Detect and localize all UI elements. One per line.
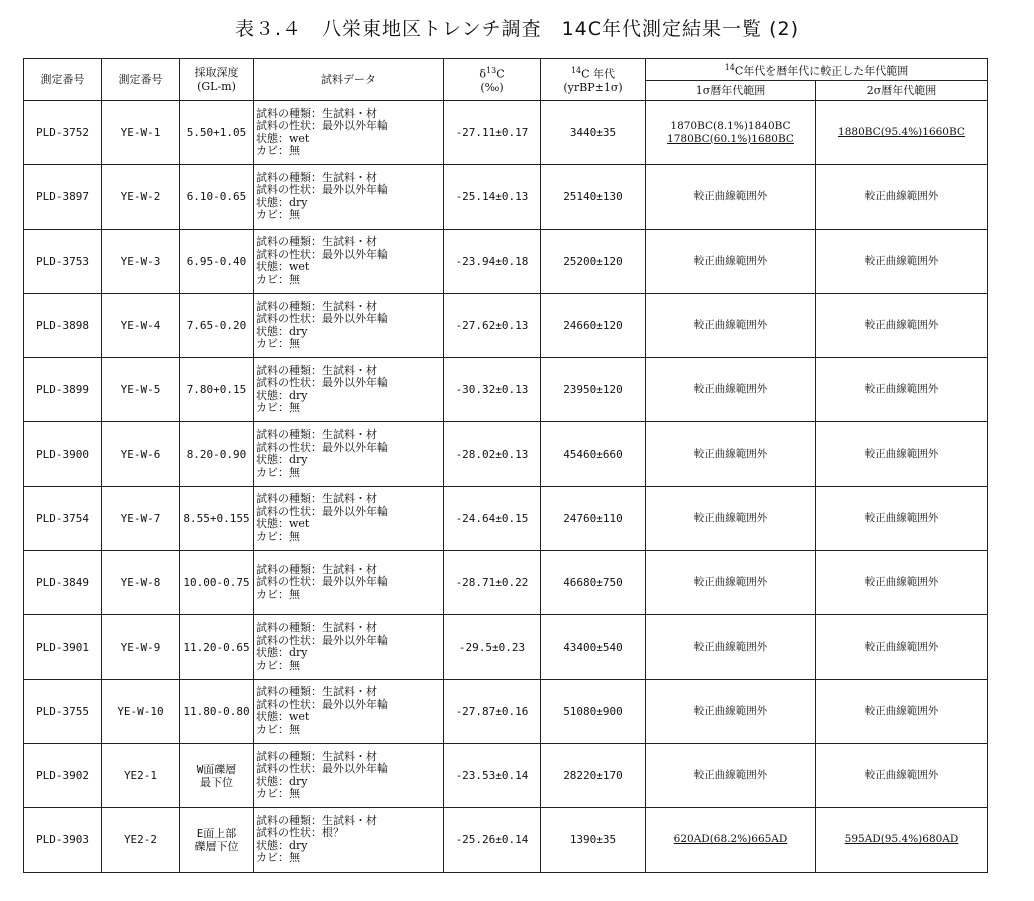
sigma1-range-cell (646, 358, 816, 422)
sigma1-range-line1: 較正曲線範囲外 (693, 447, 768, 460)
depth-value: 7.80+0.15 (186, 383, 247, 397)
lab-number-cell: PLD-3752 (24, 101, 102, 165)
lab-number-cell: PLD-3753 (24, 229, 102, 293)
sample-data-cell (254, 422, 444, 486)
sample-number-cell: YE-W-8 (102, 551, 180, 615)
sample-data-cell (254, 486, 444, 550)
sample-mold: カビ：無 (256, 272, 300, 286)
sigma2-range: 1880BC(95.4%)1660BC (838, 126, 965, 139)
depth-cell (180, 486, 254, 550)
sigma2-range-cell (816, 101, 988, 165)
sigma1-range-line2: 1780BC(60.1%)1680BC (667, 132, 794, 145)
header-calibration (646, 59, 988, 81)
sigma2-range: 較正曲線範囲外 (864, 704, 939, 717)
sample-nature: 試料の性状：最外以外年輪 (256, 633, 388, 647)
sample-mold: カビ：無 (256, 337, 300, 351)
sample-number-cell: YE-W-4 (102, 293, 180, 357)
lab-number-cell: PLD-3897 (24, 165, 102, 229)
sigma2-range: 較正曲線範囲外 (864, 383, 939, 396)
age-cell: 3440±35 (541, 101, 646, 165)
age-cell: 24760±110 (541, 486, 646, 550)
sample-state: 状態：dry (256, 774, 308, 788)
sample-kind: 試料の種類：生試料・材 (256, 363, 377, 377)
sigma1-range-cell (646, 229, 816, 293)
sigma1-range-cell (646, 101, 816, 165)
sample-state: 状態：dry (256, 838, 308, 852)
sample-kind: 試料の種類：生試料・材 (256, 813, 377, 827)
sample-data-cell (254, 358, 444, 422)
lab-number-cell: PLD-3899 (24, 358, 102, 422)
sample-number-cell: YE-W-10 (102, 679, 180, 743)
depth-cell (180, 229, 254, 293)
sample-kind: 試料の種類：生試料・材 (256, 749, 377, 763)
sigma2-range: 較正曲線範囲外 (864, 190, 939, 203)
table-title: 表３.４ 八栄東地区トレンチ調査 14C年代測定結果一覧 (2) (235, 18, 799, 40)
depth-cell (180, 358, 254, 422)
sample-number-cell: YE2-1 (102, 743, 180, 807)
sample-mold: カビ：無 (256, 658, 300, 672)
sample-mold: カビ：無 (256, 144, 300, 158)
sigma2-range: 較正曲線範囲外 (864, 447, 939, 460)
header-depth-line1: 採取深度 (194, 65, 239, 79)
depth-cell (180, 165, 254, 229)
age-cell: 25200±120 (541, 229, 646, 293)
sample-nature: 試料の性状：最外以外年輪 (256, 440, 388, 454)
header-lab-no: 測定番号 (24, 59, 102, 101)
sample-data-cell (254, 229, 444, 293)
sigma2-range-cell (816, 486, 988, 550)
sample-kind: 試料の種類：生試料・材 (256, 299, 377, 313)
sample-nature: 試料の性状：根？ (256, 826, 344, 840)
lab-number-cell: PLD-3898 (24, 293, 102, 357)
sample-kind: 試料の種類：生試料・材 (256, 428, 377, 442)
header-age-post: C 年代 (581, 67, 616, 81)
sample-number-cell: YE-W-9 (102, 615, 180, 679)
header-d13c-post: C (496, 67, 505, 81)
d13c-cell: -24.64±0.15 (444, 486, 541, 550)
sample-kind: 試料の種類：生試料・材 (256, 562, 377, 576)
sigma2-range: 較正曲線範囲外 (864, 640, 939, 653)
d13c-cell: -23.94±0.18 (444, 229, 541, 293)
sample-data-cell (254, 743, 444, 807)
depth-value: 10.00-0.75 (183, 576, 250, 590)
sigma2-range-cell (816, 615, 988, 679)
sigma1-range-cell (646, 165, 816, 229)
sample-nature: 試料の性状：最外以外年輪 (256, 183, 388, 197)
sigma2-range-cell (816, 422, 988, 486)
sample-number-cell: YE-W-3 (102, 229, 180, 293)
sigma1-range-line1: 較正曲線範囲外 (693, 254, 768, 267)
depth-value: W面礫層 最下位 (196, 762, 237, 789)
sample-kind: 試料の種類：生試料・材 (256, 170, 377, 184)
header-d13c-unit: (‰) (480, 81, 504, 95)
depth-value: 8.20-0.90 (186, 447, 247, 461)
lab-number-cell: PLD-3849 (24, 551, 102, 615)
table-row (24, 101, 988, 165)
sample-number-cell: YE-W-7 (102, 486, 180, 550)
sample-number-cell: YE-W-6 (102, 422, 180, 486)
depth-cell (180, 615, 254, 679)
depth-cell (180, 808, 254, 872)
sample-nature: 試料の性状：最外以外年輪 (256, 697, 388, 711)
depth-value: 5.50+1.05 (186, 126, 247, 140)
d13c-cell: -27.87±0.16 (444, 679, 541, 743)
sample-state: 状態：dry (256, 195, 308, 209)
sigma2-range-cell (816, 679, 988, 743)
sample-mold: カビ：無 (256, 722, 300, 736)
lab-number-cell: PLD-3754 (24, 486, 102, 550)
depth-value: 6.10-0.65 (186, 190, 247, 204)
sample-state: 状態：wet (256, 131, 310, 145)
sigma2-range-cell (816, 743, 988, 807)
sigma1-range-cell (646, 551, 816, 615)
sigma1-range-line1: 較正曲線範囲外 (693, 190, 768, 203)
sigma1-range-line1: 較正曲線範囲外 (693, 769, 768, 782)
header-age-sup: 14 (570, 65, 582, 75)
sample-state: 状態：wet (256, 710, 310, 724)
depth-value: 6.95-0.40 (186, 254, 247, 268)
depth-cell (180, 743, 254, 807)
sigma2-range: 595AD(95.4%)680AD (844, 833, 959, 846)
lab-number-cell: PLD-3902 (24, 743, 102, 807)
sample-nature: 試料の性状：最外以外年輪 (256, 376, 388, 390)
sample-kind: 試料の種類：生試料・材 (256, 492, 377, 506)
sigma2-range-cell (816, 165, 988, 229)
sigma2-range: 較正曲線範囲外 (864, 511, 939, 524)
table-row (24, 551, 988, 615)
sigma2-range: 較正曲線範囲外 (864, 254, 939, 267)
sample-nature: 試料の性状：最外以外年輪 (256, 247, 388, 261)
sample-state: 状態：dry (256, 453, 308, 467)
sigma2-range-cell (816, 229, 988, 293)
table-row (24, 615, 988, 679)
sigma2-range: 較正曲線範囲外 (864, 769, 939, 782)
age-cell: 45460±660 (541, 422, 646, 486)
sigma1-range-line1: 較正曲線範囲外 (693, 576, 768, 589)
sigma1-range-line1: 較正曲線範囲外 (693, 319, 768, 332)
depth-cell (180, 551, 254, 615)
sample-kind: 試料の種類：生試料・材 (256, 235, 377, 249)
sigma1-range-line1: 較正曲線範囲外 (693, 640, 768, 653)
sigma1-range-line1: 1870BC(8.1%)1840BC (670, 119, 791, 132)
d13c-cell: -29.5±0.23 (444, 615, 541, 679)
depth-value: 11.80-0.80 (183, 704, 250, 718)
sigma2-range: 較正曲線範囲外 (864, 319, 939, 332)
sigma1-range-line1: 620AD(68.2%)665AD (673, 833, 788, 846)
sample-nature: 試料の性状：最外以外年輪 (256, 575, 388, 589)
sample-number-cell: YE-W-1 (102, 101, 180, 165)
age-cell: 25140±130 (541, 165, 646, 229)
header-age-unit: (yrBP±1σ) (563, 81, 623, 95)
header-sample-data: 試料データ (254, 59, 444, 101)
sample-data-cell (254, 293, 444, 357)
depth-cell (180, 679, 254, 743)
sample-state: 状態：dry (256, 324, 308, 338)
d13c-cell: -30.32±0.13 (444, 358, 541, 422)
sigma2-range-cell (816, 808, 988, 872)
sample-data-cell (254, 101, 444, 165)
depth-value: 8.55+0.155 (183, 511, 250, 525)
sample-mold: カビ：無 (256, 787, 300, 801)
d13c-cell: -27.11±0.17 (444, 101, 541, 165)
age-cell: 1390±35 (541, 808, 646, 872)
sample-state: 状態：dry (256, 646, 308, 660)
age-cell: 51080±900 (541, 679, 646, 743)
sigma2-range-cell (816, 551, 988, 615)
sample-kind: 試料の種類：生試料・材 (256, 621, 377, 635)
sample-data-cell (254, 679, 444, 743)
header-calib-sup: 14 (724, 62, 735, 72)
depth-cell (180, 293, 254, 357)
age-cell: 23950±120 (541, 358, 646, 422)
sample-nature: 試料の性状：最外以外年輪 (256, 119, 388, 133)
sample-mold: カビ：無 (256, 401, 300, 415)
d13c-cell: -25.14±0.13 (444, 165, 541, 229)
table-row (24, 229, 988, 293)
sigma1-range-line1: 較正曲線範囲外 (693, 511, 768, 524)
sigma2-range-cell (816, 293, 988, 357)
sample-mold: カビ：無 (256, 465, 300, 479)
table-row (24, 679, 988, 743)
sample-data-cell (254, 165, 444, 229)
sample-mold: カビ：無 (256, 208, 300, 222)
sample-nature: 試料の性状：最外以外年輪 (256, 504, 388, 518)
results-table (23, 58, 988, 873)
header-age (541, 59, 646, 101)
age-cell: 46680±750 (541, 551, 646, 615)
sample-mold: カビ：無 (256, 587, 300, 601)
sample-number-cell: YE-W-2 (102, 165, 180, 229)
header-d13c (444, 59, 541, 101)
lab-number-cell: PLD-3755 (24, 679, 102, 743)
sample-state: 状態：wet (256, 517, 310, 531)
sigma1-range-cell (646, 615, 816, 679)
sample-kind: 試料の種類：生試料・材 (256, 685, 377, 699)
table-row (24, 808, 988, 872)
sigma1-range-line1: 較正曲線範囲外 (693, 704, 768, 717)
header-sigma2: 2σ暦年代範囲 (816, 81, 988, 101)
table-row (24, 165, 988, 229)
header-calib-post: C年代を暦年代に較正した年代範囲 (734, 64, 909, 78)
depth-value: E面上部 礫層下位 (194, 826, 239, 853)
table-row (24, 358, 988, 422)
header-depth (180, 59, 254, 101)
sample-data-cell (254, 615, 444, 679)
header-depth-line2: (GL-m) (197, 79, 236, 93)
sample-state: 状態：wet (256, 260, 310, 274)
sigma1-range-cell (646, 422, 816, 486)
age-cell: 43400±540 (541, 615, 646, 679)
sigma1-range-cell (646, 486, 816, 550)
age-cell: 24660±120 (541, 293, 646, 357)
header-sample-no: 測定番号 (102, 59, 180, 101)
sample-number-cell: YE2-2 (102, 808, 180, 872)
sigma1-range-cell (646, 743, 816, 807)
depth-value: 11.20-0.65 (183, 640, 250, 654)
lab-number-cell: PLD-3900 (24, 422, 102, 486)
sample-kind: 試料の種類：生試料・材 (256, 106, 377, 120)
sigma1-range-cell (646, 293, 816, 357)
table-row (24, 422, 988, 486)
d13c-cell: -23.53±0.14 (444, 743, 541, 807)
sample-mold: カビ：無 (256, 529, 300, 543)
d13c-cell: -28.71±0.22 (444, 551, 541, 615)
age-cell: 28220±170 (541, 743, 646, 807)
header-d13c-sup: 13 (486, 65, 497, 75)
sigma2-range: 較正曲線範囲外 (864, 576, 939, 589)
sample-nature: 試料の性状：最外以外年輪 (256, 762, 388, 776)
sigma2-range-cell (816, 358, 988, 422)
lab-number-cell: PLD-3901 (24, 615, 102, 679)
table-row (24, 743, 988, 807)
sigma1-range-line1: 較正曲線範囲外 (693, 383, 768, 396)
sigma1-range-cell (646, 808, 816, 872)
sigma1-range-cell (646, 679, 816, 743)
header-sigma1: 1σ暦年代範囲 (646, 81, 816, 101)
depth-cell (180, 101, 254, 165)
sample-state: 状態：dry (256, 388, 308, 402)
sample-data-cell (254, 551, 444, 615)
sample-nature: 試料の性状：最外以外年輪 (256, 312, 388, 326)
d13c-cell: -28.02±0.13 (444, 422, 541, 486)
sample-mold: カビ：無 (256, 851, 300, 865)
header-d13c-pre: δ (479, 67, 486, 81)
sample-data-cell (254, 808, 444, 872)
d13c-cell: -25.26±0.14 (444, 808, 541, 872)
depth-cell (180, 422, 254, 486)
lab-number-cell: PLD-3903 (24, 808, 102, 872)
table-row (24, 293, 988, 357)
d13c-cell: -27.62±0.13 (444, 293, 541, 357)
table-row (24, 486, 988, 550)
sample-number-cell: YE-W-5 (102, 358, 180, 422)
depth-value: 7.65-0.20 (186, 319, 247, 333)
